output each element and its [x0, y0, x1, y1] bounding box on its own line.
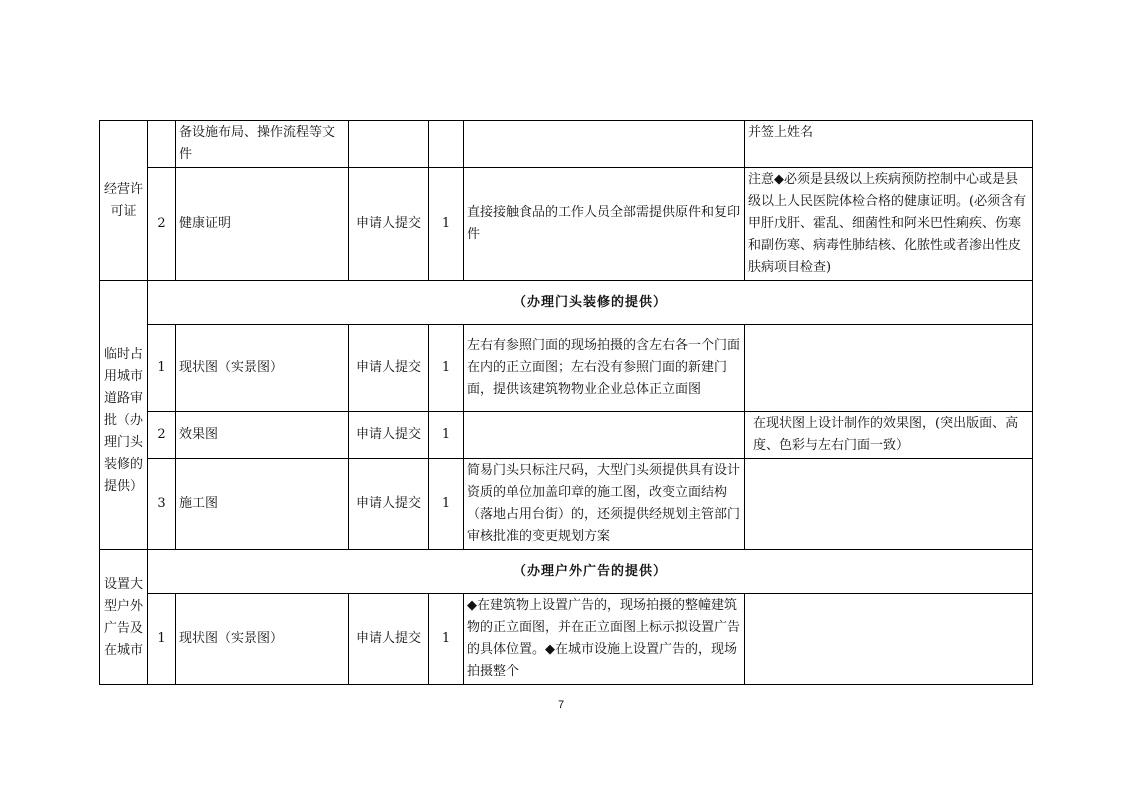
material-requirement: 左右有参照门面的现场拍摄的含左右各一个门面在内的正立面图；左右没有参照门面的新建门面，提供该建筑物物业企业总体正立面图 — [464, 325, 745, 412]
material-name: 健康证明 — [176, 168, 349, 281]
table-row — [100, 168, 1033, 281]
material-count: 1 — [429, 412, 464, 459]
material-name: 现状图（实景图） — [176, 325, 349, 412]
table-row — [100, 325, 1033, 412]
table-row — [100, 550, 1033, 594]
requirements-table — [99, 120, 1033, 685]
material-count: 1 — [429, 325, 464, 412]
table-row — [100, 594, 1033, 685]
material-source: 申请人提交 — [349, 325, 429, 412]
table-row — [100, 412, 1033, 459]
material-name: 现状图（实景图） — [176, 594, 349, 685]
material-name: 效果图 — [176, 412, 349, 459]
material-requirement: 简易门头只标注尺码，大型门头须提供具有设计资质的单位加盖印章的施工图，改变立面结构（落地占用台街）的，还须提供经规划主管部门审核批准的变更规划方案 — [464, 459, 745, 550]
material-source — [349, 121, 429, 168]
material-source: 申请人提交 — [349, 594, 429, 685]
row-number: 1 — [148, 325, 176, 412]
material-note: 并签上姓名 — [745, 121, 1033, 168]
category-cell: 经营许可证 — [100, 121, 148, 281]
material-note: 注意◆必须是县级以上疾病预防控制中心或是县级以上人民医院体检合格的健康证明。(必须含有甲肝戊肝、霍乱、细菌性和阿米巴性痢疾、伤寒和副伤寒、病毒性肺结核、化脓性或者渗出性皮肤病项目检查) — [745, 168, 1033, 281]
material-requirement — [464, 121, 745, 168]
category-cell: 临时占用城市道路审批（办理门头装修的提供） — [100, 281, 148, 550]
material-source: 申请人提交 — [349, 459, 429, 550]
material-count — [429, 121, 464, 168]
material-note: 在现状图上设计制作的效果图，(突出版面、高度、色彩与左右门面一致） — [745, 412, 1033, 459]
row-number: 3 — [148, 459, 176, 550]
row-number: 1 — [148, 594, 176, 685]
material-note — [745, 325, 1033, 412]
category-cell: 设置大型户外广告及在城市 — [100, 550, 148, 685]
material-source: 申请人提交 — [349, 168, 429, 281]
material-requirement: ◆在建筑物上设置广告的，现场拍摄的整幢建筑物的正立面图，并在正立面图上标示拟设置广告的具体位置。◆在城市设施上设置广告的，现场拍摄整个 — [464, 594, 745, 685]
material-source: 申请人提交 — [349, 412, 429, 459]
page-number: 7 — [557, 699, 565, 711]
section-heading: （办理门头装修的提供） — [148, 281, 1033, 325]
material-name: 备设施布局、操作流程等文件 — [176, 121, 349, 168]
row-number: 2 — [148, 412, 176, 459]
row-number: 2 — [148, 168, 176, 281]
row-number — [148, 121, 176, 168]
material-note — [745, 459, 1033, 550]
material-name: 施工图 — [176, 459, 349, 550]
material-requirement: 直接接触食品的工作人员全部需提供原件和复印件 — [464, 168, 745, 281]
table-row — [100, 121, 1033, 168]
material-count: 1 — [429, 459, 464, 550]
material-note — [745, 594, 1033, 685]
material-requirement — [464, 412, 745, 459]
material-count: 1 — [429, 594, 464, 685]
section-heading: （办理户外广告的提供） — [148, 550, 1033, 594]
table-row — [100, 459, 1033, 550]
table-row — [100, 281, 1033, 325]
material-count: 1 — [429, 168, 464, 281]
